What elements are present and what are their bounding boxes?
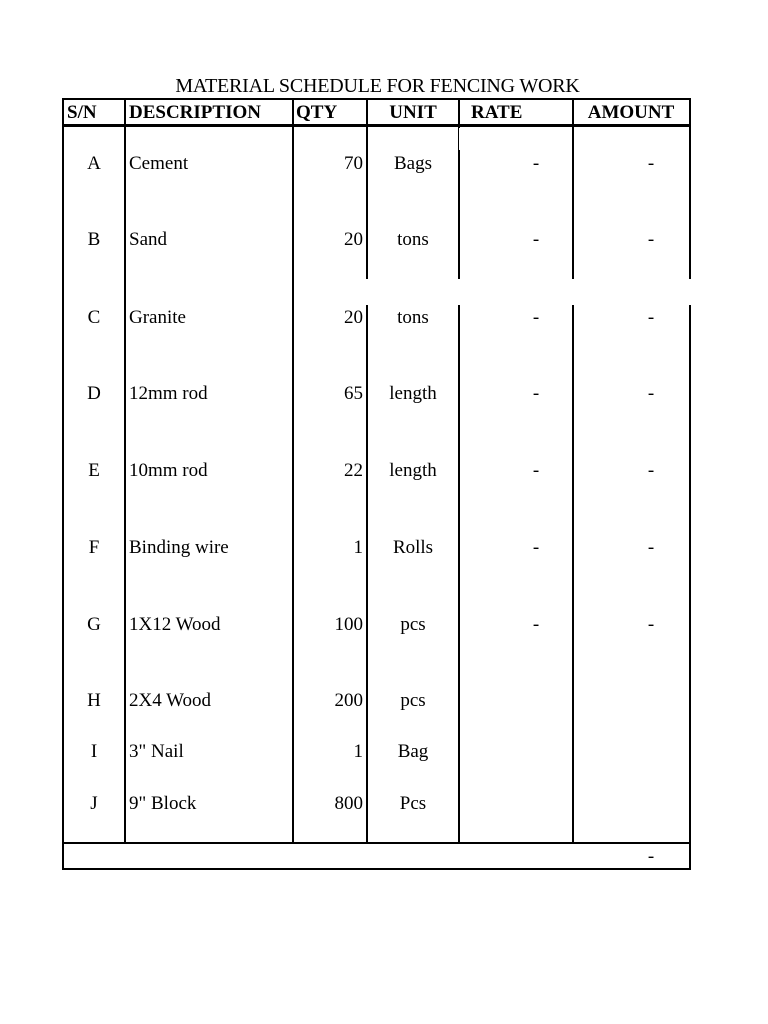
border-gap	[366, 279, 369, 305]
cell-unit: Pcs	[399, 793, 427, 814]
cell-qty: 20	[344, 229, 363, 250]
cell-sn: F	[88, 537, 100, 558]
cell-description: 2X4 Wood	[129, 690, 212, 711]
cell-rate: -	[532, 383, 540, 404]
cell-unit: length	[389, 383, 437, 404]
cell-sn: H	[87, 690, 101, 711]
header-rate: RATE	[471, 102, 523, 123]
cell-qty: 70	[344, 153, 363, 174]
header-sn: S/N	[67, 102, 97, 123]
page-title: MATERIAL SCHEDULE FOR FENCING WORK	[175, 75, 580, 97]
col-divider-sn	[124, 98, 126, 844]
cell-qty: 65	[344, 383, 363, 404]
cell-qty: 20	[344, 307, 363, 328]
cell-sn: C	[87, 307, 101, 328]
cell-qty: 1	[353, 537, 363, 558]
header-unit: UNIT	[389, 102, 437, 123]
cell-amount: -	[647, 383, 655, 404]
header-amount: AMOUNT	[587, 102, 675, 123]
cell-amount: -	[647, 307, 655, 328]
border-gap	[458, 279, 461, 305]
cell-description: Cement	[129, 153, 189, 174]
cell-description: Granite	[129, 307, 186, 328]
cell-qty: 800	[334, 793, 363, 814]
cell-sn: D	[87, 383, 101, 404]
cell-description: 12mm rod	[129, 383, 208, 404]
cell-rate: -	[532, 537, 540, 558]
cell-sn: E	[88, 460, 100, 481]
cell-sn: B	[87, 229, 101, 250]
cell-unit: pcs	[400, 690, 426, 711]
cell-rate: -	[532, 460, 540, 481]
cell-rate: -	[532, 153, 540, 174]
cell-rate: -	[532, 307, 540, 328]
cell-amount: -	[647, 153, 655, 174]
cell-qty: 1	[353, 741, 363, 762]
cell-description: 3" Nail	[129, 741, 184, 762]
cell-sn: A	[87, 153, 101, 174]
cell-rate: -	[532, 614, 540, 635]
cell-description: Binding wire	[129, 537, 229, 558]
cell-amount: -	[647, 229, 655, 250]
cell-unit: Bag	[397, 741, 429, 762]
cell-description: 9" Block	[129, 793, 197, 814]
cell-unit: length	[389, 460, 437, 481]
cell-description: Sand	[129, 229, 167, 250]
header-qty: QTY	[296, 102, 338, 123]
cell-unit: Rolls	[392, 537, 434, 558]
header-description: DESCRIPTION	[129, 102, 261, 123]
cell-rate: -	[532, 229, 540, 250]
total-rule	[62, 842, 691, 844]
total-amount: -	[647, 846, 655, 867]
cell-sn: G	[87, 614, 101, 635]
border-gap	[459, 128, 460, 150]
cell-amount: -	[647, 537, 655, 558]
cell-sn: J	[90, 793, 98, 814]
cell-amount: -	[647, 614, 655, 635]
cell-description: 10mm rod	[129, 460, 208, 481]
cell-qty: 100	[334, 614, 363, 635]
cell-description: 1X12 Wood	[129, 614, 221, 635]
cell-sn: I	[90, 741, 98, 762]
cell-amount: -	[647, 460, 655, 481]
cell-unit: Bags	[394, 153, 432, 174]
cell-unit: tons	[397, 229, 429, 250]
cell-unit: tons	[397, 307, 429, 328]
cell-qty: 200	[334, 690, 363, 711]
cell-unit: pcs	[400, 614, 426, 635]
border-gap	[572, 279, 575, 305]
cell-qty: 22	[344, 460, 363, 481]
border-gap	[688, 279, 691, 305]
